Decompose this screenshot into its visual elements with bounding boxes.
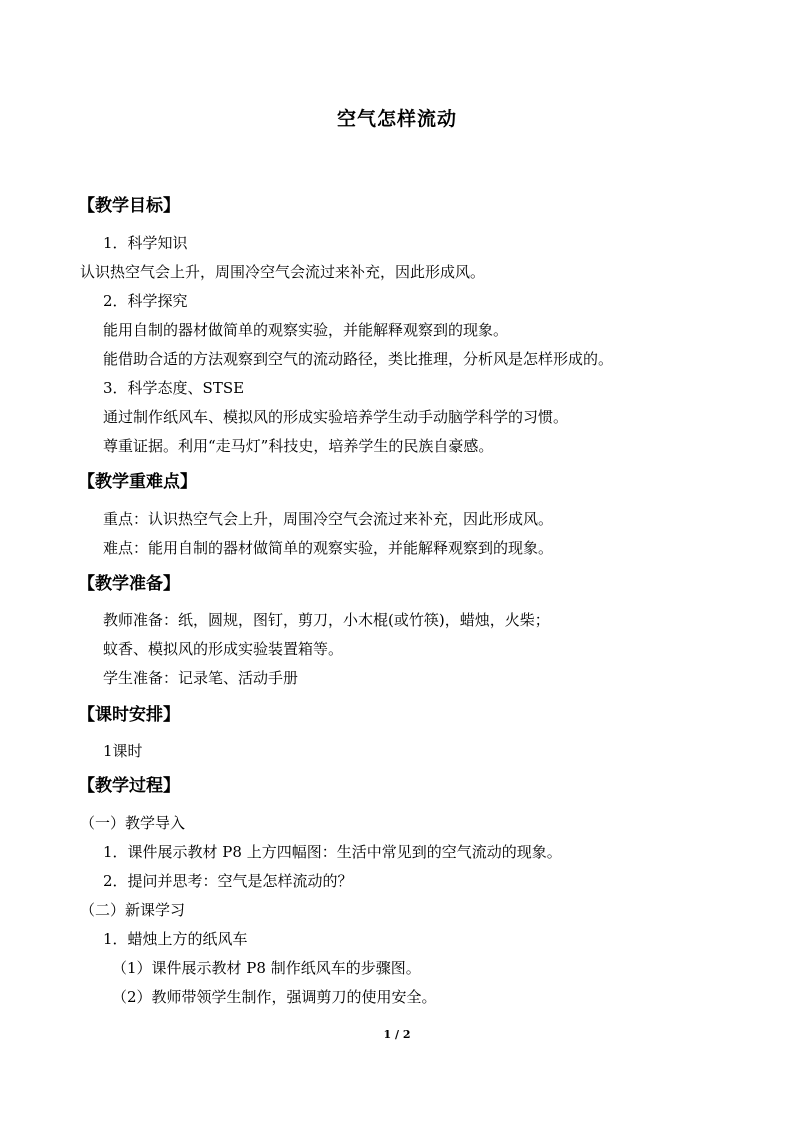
prep-teacher-a: 教师准备：纸，圆规，图钉，剪刀，小木棍(或竹筷)，蜡烛，火柴；	[103, 611, 550, 629]
process-part-1: （一）教学导入	[80, 814, 186, 832]
process-part-2-item-1: 1．蜡烛上方的纸风车	[103, 930, 248, 948]
section-heading-schedule: 【课时安排】	[78, 705, 180, 725]
process-part-1-item-2: 2．提问并思考：空气是怎样流动的？	[103, 872, 353, 890]
key-points-difficulty: 难点：能用自制的器材做简单的观察实验，并能解释观察到的现象。	[103, 539, 554, 557]
goals-heading-3: 3．科学态度、STSE	[103, 379, 245, 397]
key-points-focus: 重点：认识热空气会上升，周围冷空气会流过来补充，因此形成风。	[103, 510, 554, 528]
goals-paragraph-1: 认识热空气会上升，周围冷空气会流过来补充，因此形成风。	[80, 263, 486, 281]
goals-heading-1: 1．科学知识	[103, 234, 188, 252]
goals-paragraph-2a: 能用自制的器材做简单的观察实验，并能解释观察到的现象。	[103, 321, 509, 339]
process-part-2: （二）新课学习	[80, 901, 186, 919]
prep-student: 学生准备：记录笔、活动手册	[103, 669, 299, 687]
process-part-2-step-2: （2）教师带领学生制作，强调剪刀的使用安全。	[112, 988, 437, 1006]
schedule-hours: 1课时	[103, 742, 143, 760]
section-heading-goals: 【教学目标】	[78, 196, 180, 216]
page-number: 1 / 2	[383, 1028, 411, 1041]
section-heading-prep: 【教学准备】	[78, 574, 180, 594]
process-part-1-item-1: 1．课件展示教材 P8 上方四幅图：生活中常见到的空气流动的现象。	[103, 843, 562, 861]
process-part-2-step-1: （1）课件展示教材 P8 制作纸风车的步骤图。	[112, 959, 421, 977]
goals-heading-2: 2．科学探究	[103, 292, 188, 310]
page-title: 空气怎样流动	[336, 108, 457, 130]
prep-teacher-b: 蚊香、模拟风的形成实验装置箱等。	[103, 640, 344, 658]
goals-paragraph-2b: 能借助合适的方法观察到空气的流动路径，类比推理，分析风是怎样形成的。	[103, 350, 614, 368]
section-heading-process: 【教学过程】	[78, 776, 180, 796]
section-heading-key-points: 【教学重难点】	[78, 472, 197, 492]
goals-paragraph-3a: 通过制作纸风车、模拟风的形成实验培养学生动手动脑学科学的习惯。	[103, 408, 569, 426]
goals-paragraph-3b: 尊重证据。利用“走马灯”科技史，培养学生的民族自豪感。	[103, 437, 494, 455]
